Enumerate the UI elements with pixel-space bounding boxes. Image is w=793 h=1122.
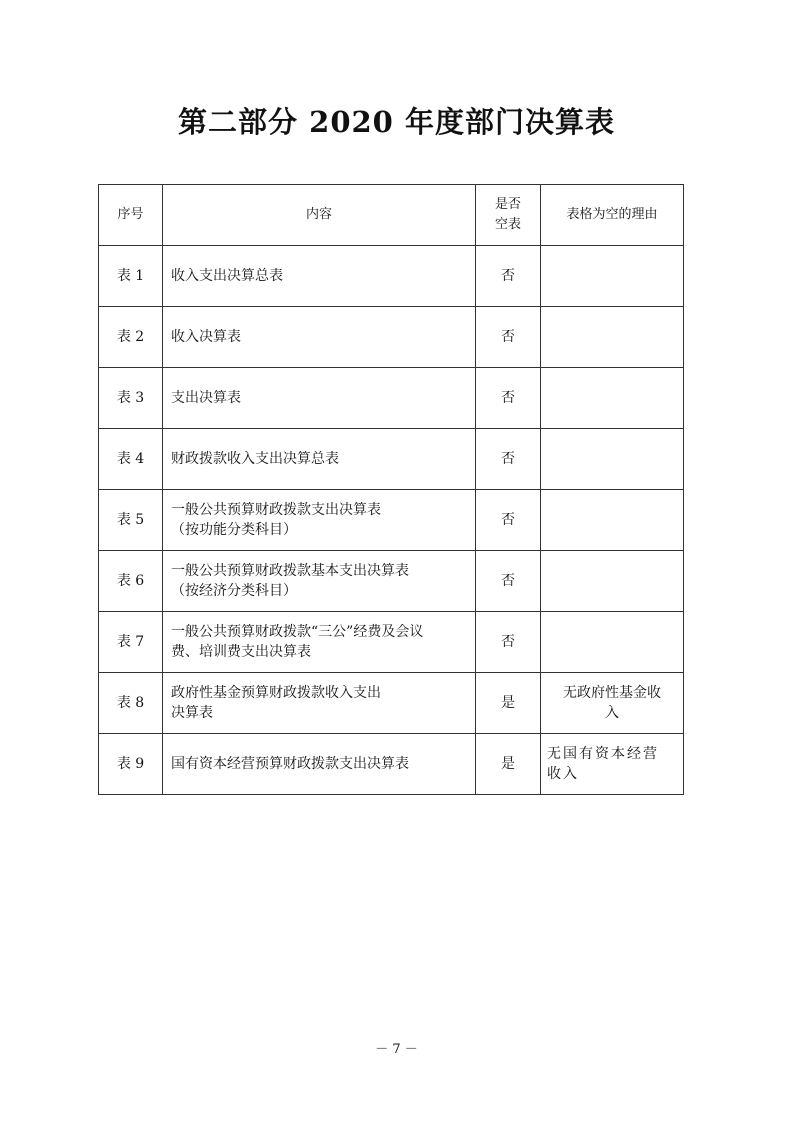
row-content-line: 费、培训费支出决算表 <box>171 644 311 660</box>
row-reason-line: 无政府性基金收 <box>563 685 661 701</box>
row-empty-flag: 否 <box>476 429 541 490</box>
row-number: 表 4 <box>99 429 163 490</box>
row-reason <box>541 734 684 795</box>
header-num: 序号 <box>99 185 163 246</box>
row-reason <box>541 368 684 429</box>
row-number: 表 6 <box>99 551 163 612</box>
header-reason: 表格为空的理由 <box>541 185 684 246</box>
row-number: 表 1 <box>99 246 163 307</box>
report-table <box>98 184 684 795</box>
page-title: 第二部分 2020 年度部门决算表 <box>178 105 615 139</box>
row-content-line: 政府性基金预算财政拨款收入支出 <box>171 685 381 701</box>
row-content-line: 决算表 <box>171 705 213 721</box>
table-row <box>99 307 684 368</box>
row-content <box>163 612 476 673</box>
row-content-line: 一般公共预算财政拨款支出决算表 <box>171 502 381 518</box>
row-empty-flag: 否 <box>476 551 541 612</box>
table-row <box>99 551 684 612</box>
table-row <box>99 734 684 795</box>
row-empty-flag: 是 <box>476 734 541 795</box>
row-empty-flag: 否 <box>476 246 541 307</box>
table-header-row <box>99 185 684 246</box>
row-reason-line: 入 <box>605 705 619 721</box>
row-content-line: 支出决算表 <box>171 390 241 406</box>
page-number: － 7 － <box>375 1042 418 1057</box>
row-number: 表 2 <box>99 307 163 368</box>
row-content <box>163 551 476 612</box>
row-content-line: 收入支出决算总表 <box>171 268 283 284</box>
header-empty <box>476 185 541 246</box>
row-number: 表 3 <box>99 368 163 429</box>
row-content <box>163 429 476 490</box>
row-reason <box>541 246 684 307</box>
row-reason <box>541 429 684 490</box>
header-content: 内容 <box>163 185 476 246</box>
row-empty-flag: 否 <box>476 307 541 368</box>
row-reason <box>541 551 684 612</box>
row-content-line: 一般公共预算财政拨款“三公”经费及会议 <box>171 624 424 640</box>
table-row <box>99 429 684 490</box>
header-empty-line: 是否 <box>494 197 521 212</box>
table-row <box>99 673 684 734</box>
row-number: 表 8 <box>99 673 163 734</box>
table-row <box>99 490 684 551</box>
row-content <box>163 368 476 429</box>
row-number: 表 5 <box>99 490 163 551</box>
row-content-line: 一般公共预算财政拨款基本支出决算表 <box>171 563 409 579</box>
row-number: 表 7 <box>99 612 163 673</box>
row-reason <box>541 612 684 673</box>
table-row <box>99 368 684 429</box>
row-content-line: （按功能分类科目） <box>171 522 297 538</box>
row-empty-flag: 否 <box>476 490 541 551</box>
row-empty-flag: 否 <box>476 612 541 673</box>
row-content-line: 国有资本经营预算财政拨款支出决算表 <box>171 756 409 772</box>
table-row <box>99 246 684 307</box>
row-content <box>163 673 476 734</box>
header-empty-line: 空表 <box>494 217 521 232</box>
row-content <box>163 490 476 551</box>
row-reason <box>541 307 684 368</box>
row-reason-line: 收入 <box>547 766 579 782</box>
row-reason <box>541 490 684 551</box>
row-reason <box>541 673 684 734</box>
row-empty-flag: 否 <box>476 368 541 429</box>
row-content <box>163 734 476 795</box>
row-content <box>163 307 476 368</box>
row-content-line: （按经济分类科目） <box>171 583 297 599</box>
row-empty-flag: 是 <box>476 673 541 734</box>
row-content-line: 收入决算表 <box>171 329 241 345</box>
row-reason-line: 无国有资本经营 <box>547 746 659 762</box>
row-content <box>163 246 476 307</box>
table-row <box>99 612 684 673</box>
row-content-line: 财政拨款收入支出决算总表 <box>171 451 339 467</box>
row-number: 表 9 <box>99 734 163 795</box>
